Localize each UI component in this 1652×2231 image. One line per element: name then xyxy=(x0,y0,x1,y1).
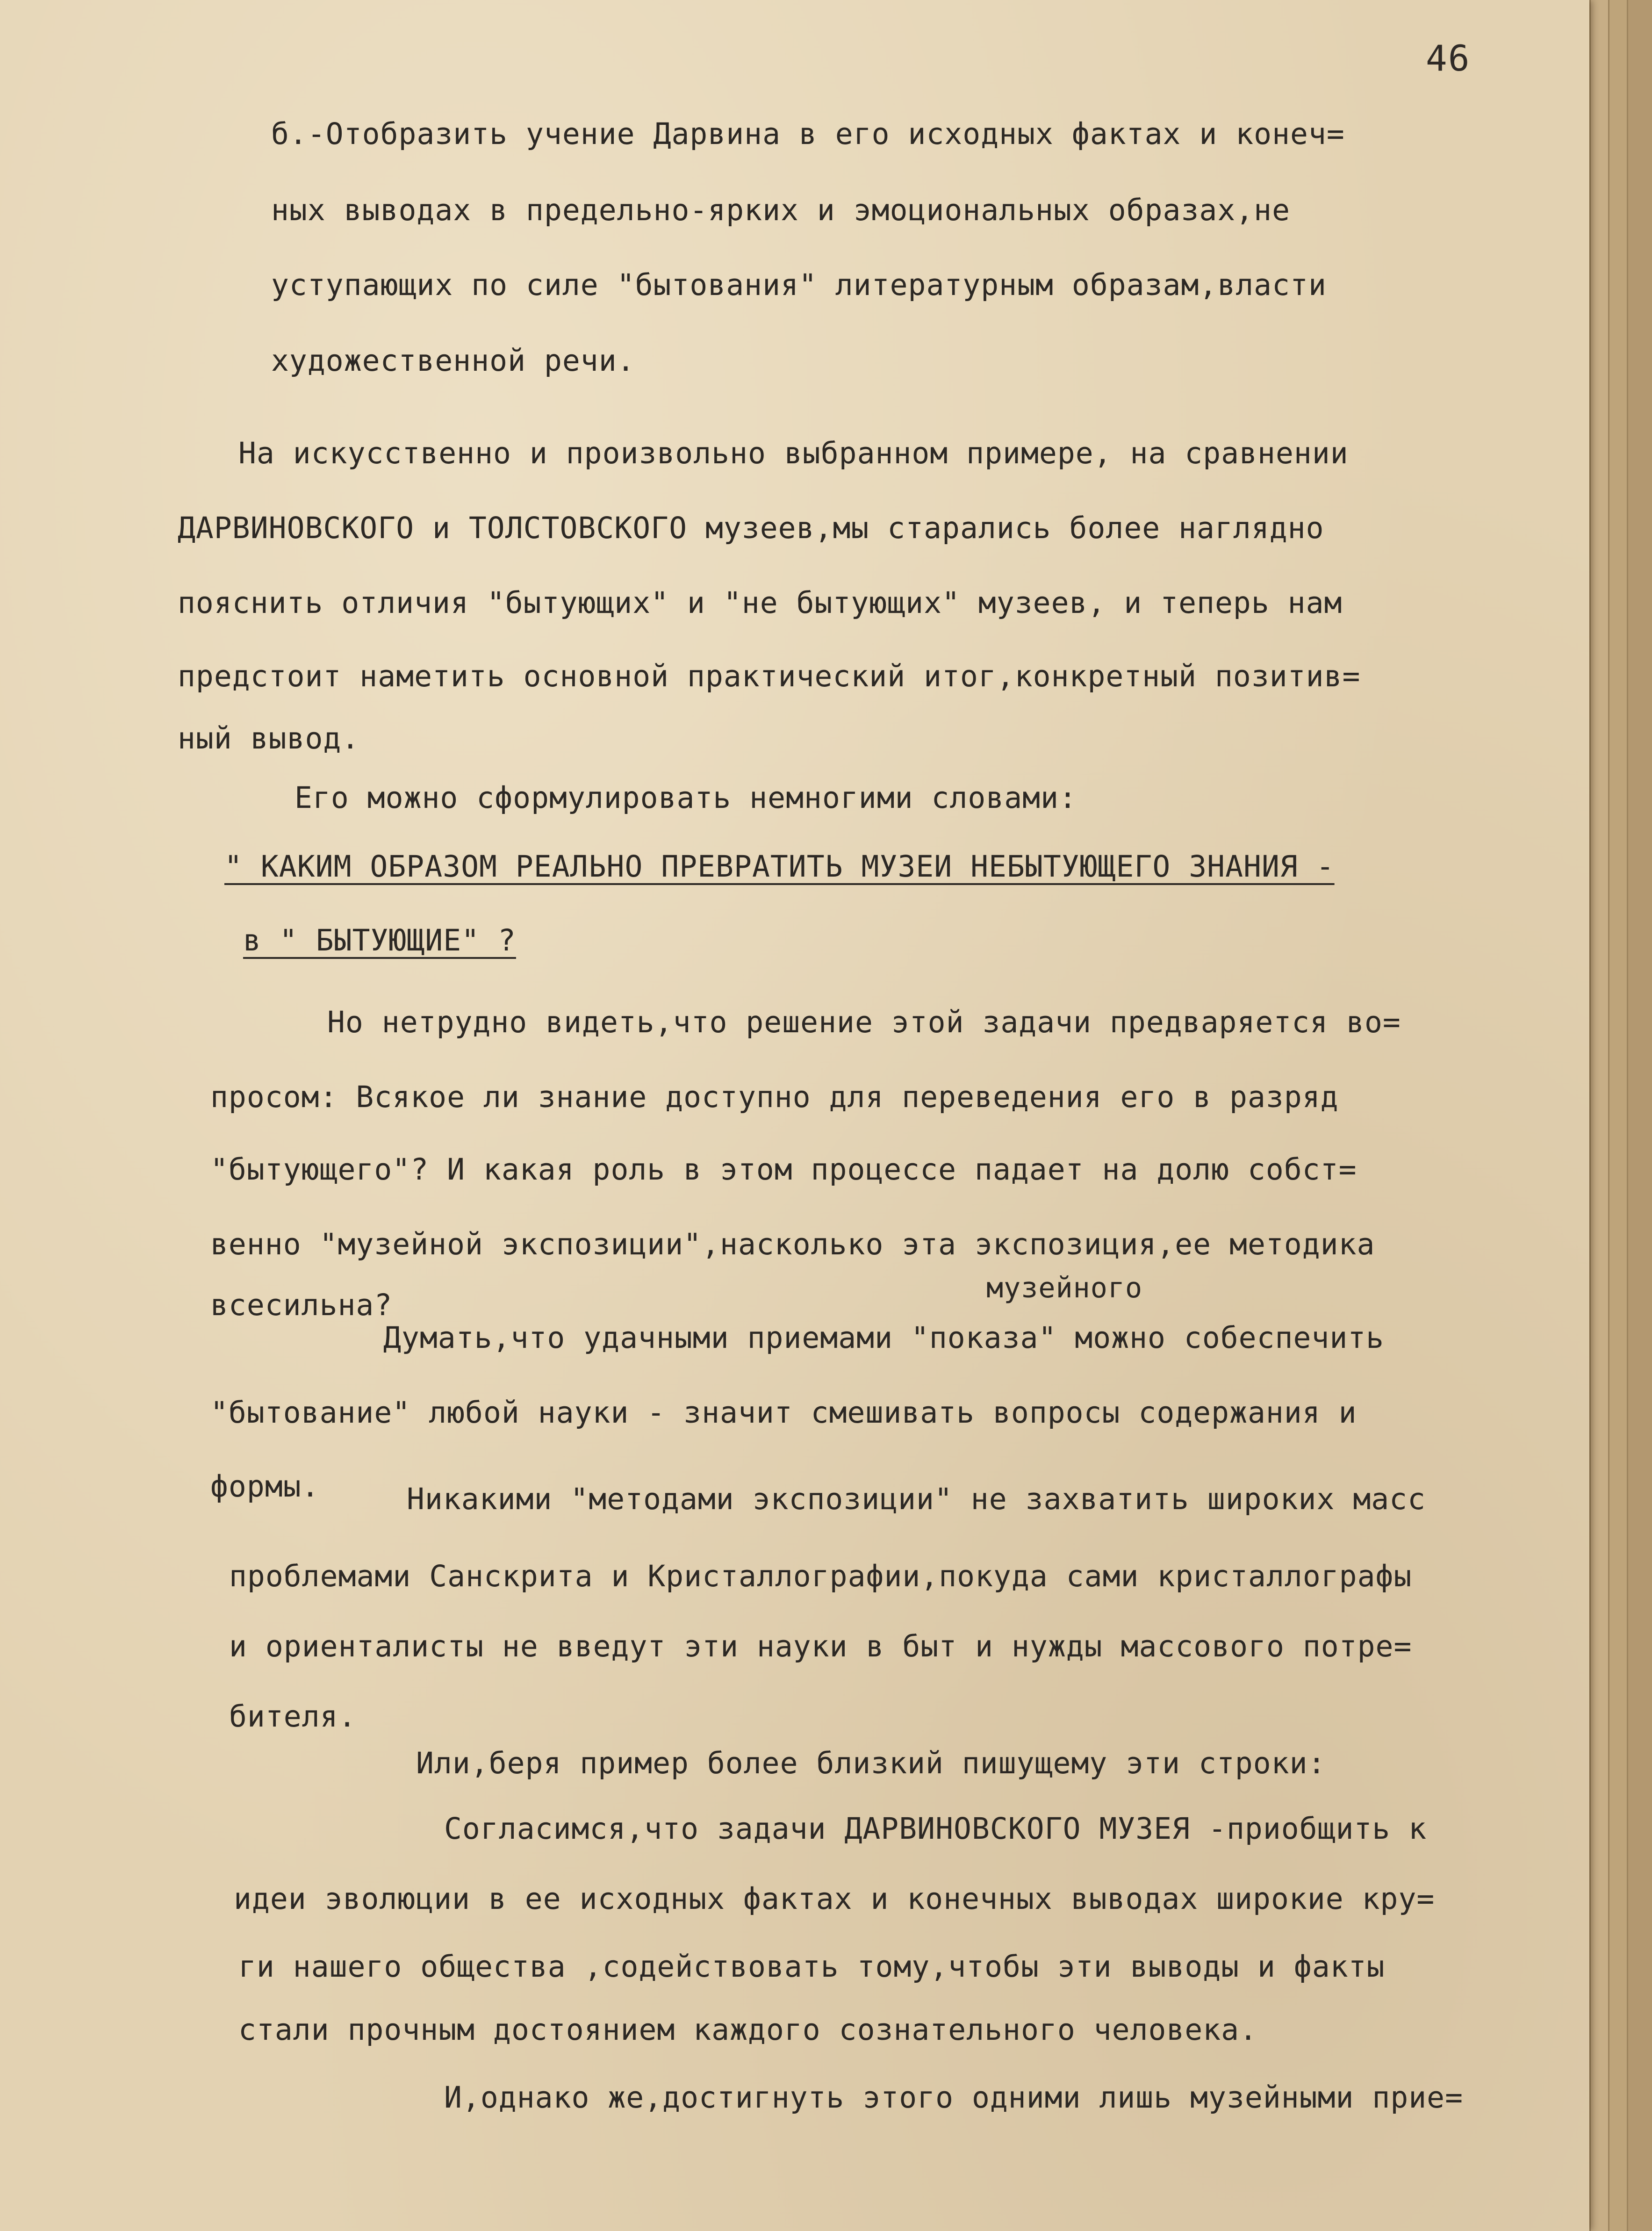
text-line: На искусственно и произвольно выбранном примере, на сравнении xyxy=(238,436,1349,470)
text-line: Его можно сформулировать немногими словами: xyxy=(294,781,1077,815)
handwritten-insertion: музейного xyxy=(986,1272,1143,1304)
text-line: предстоит наметить основной практический итог,конкретный позитив= xyxy=(178,659,1361,693)
text-line: Но нетрудно видеть,что решение этой задачи предваряется во= xyxy=(327,1005,1401,1039)
text-line: художественной речи. xyxy=(271,344,635,378)
text-line: б.-Отобразить учение Дарвина в его исходных фактах и конеч= xyxy=(271,117,1345,151)
text-line: венно "музейной экспозиции",насколько эта экспозиция,ее методика xyxy=(210,1227,1375,1261)
text-line: "бытующего"? И какая роль в этом процессе падает на долю собст= xyxy=(210,1152,1357,1187)
text-line: И,однако же,достигнуть этого одними лишь музейными прие= xyxy=(444,2080,1464,2115)
text-line: просом: Всякое ли знание доступно для переведения его в разряд xyxy=(210,1080,1339,1114)
emphasized-question: " КАКИМ ОБРАЗОМ РЕАЛЬНО ПРЕВРАТИТЬ МУЗЕИ НЕБЫТУЮЩЕГО ЗНАНИЯ - xyxy=(224,849,1335,884)
text-line: "бытование" любой науки - значит смешивать вопросы содержания и xyxy=(210,1396,1357,1430)
text-line: уступающих по силе "бытования" литературным образам,власти xyxy=(271,268,1327,302)
text-line: Думать,что удачными приемами "показа" можно собеспечить xyxy=(383,1321,1385,1355)
text-line: Никакими "методами экспозиции" не захватить широких масс xyxy=(407,1482,1426,1516)
text-line: бителя. xyxy=(229,1699,357,1734)
text-line: всесильна? xyxy=(210,1288,393,1322)
text-line: идеи эволюции в ее исходных фактах и конечных выводах широкие кру= xyxy=(234,1882,1435,1916)
text-line: формы. xyxy=(210,1469,320,1504)
text-line: ги нашего общества ,содействовать тому,чтобы эти выводы и факты xyxy=(238,1950,1385,1984)
text-line: проблемами Санскрита и Кристаллографии,покуда сами кристаллографы xyxy=(229,1559,1412,1593)
text-line: стали прочным достоянием каждого сознательного человека. xyxy=(238,2013,1258,2047)
text-line: ный вывод. xyxy=(178,721,360,756)
text-line: и ориенталисты не введут эти науки в быт и нужды массового потре= xyxy=(229,1629,1412,1663)
text-line: ных выводах в предельно-ярких и эмоциональных образах,не xyxy=(271,193,1291,227)
page-number: 46 xyxy=(1426,37,1471,79)
emphasized-question: в " БЫТУЮЩИЕ" ? xyxy=(243,923,516,957)
text-line: Или,беря пример более близкий пишущему эти строки: xyxy=(416,1746,1326,1780)
text-line: ДАРВИНОВСКОГО и ТОЛСТОВСКОГО музеев,мы старались более наглядно xyxy=(178,511,1324,545)
text-line: пояснить отличия "бытующих" и "не бытующих" музеев, и теперь нам xyxy=(178,586,1343,620)
text-line: Согласимся,что задачи ДАРВИНОВСКОГО МУЗЕЯ -приобщить к xyxy=(444,1812,1427,1846)
page-stack-edge xyxy=(1627,0,1652,2231)
